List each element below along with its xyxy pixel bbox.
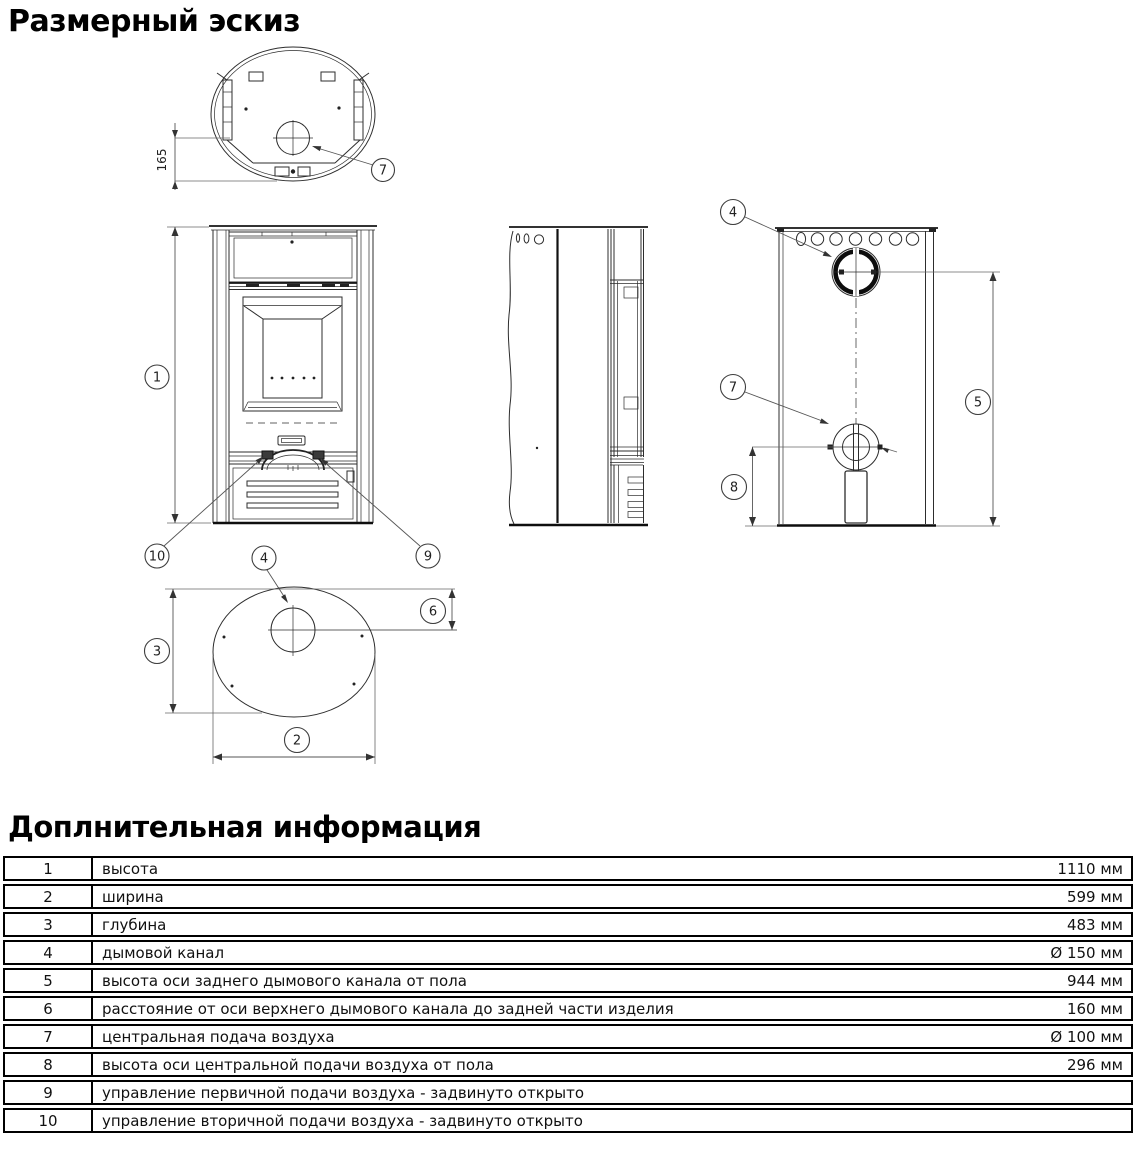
air-duct <box>845 471 867 523</box>
row-number: 4 <box>5 942 93 963</box>
callout-10 <box>145 456 264 568</box>
table-row <box>3 1024 1133 1049</box>
callout-2-label: 2 <box>292 733 302 749</box>
callout-7-rear-label: 7 <box>728 380 738 396</box>
callout-9 <box>320 458 440 568</box>
callout-8-label: 8 <box>729 480 739 496</box>
front-view <box>145 226 440 603</box>
row-number: 10 <box>5 1110 93 1131</box>
row-value: 160 мм <box>1066 999 1123 1018</box>
row-value: 296 мм <box>1066 1055 1123 1074</box>
row-number: 7 <box>5 1026 93 1047</box>
table-row <box>3 912 1133 937</box>
row-value: 599 мм <box>1066 887 1123 906</box>
row-number: 3 <box>5 914 93 935</box>
dimension-rear-flue-height <box>879 272 1000 526</box>
row-value: 944 мм <box>1066 971 1123 990</box>
dimension-165 <box>155 123 277 190</box>
row-label: высота оси заднего дымового канала от пола <box>102 971 467 990</box>
callout-1-label: 1 <box>152 370 162 386</box>
row-label: центральная подача воздуха <box>102 1027 335 1046</box>
row-value: Ø 100 мм <box>1050 1027 1123 1046</box>
table-row <box>3 940 1133 965</box>
callout-3-label: 3 <box>152 644 162 660</box>
side-view <box>508 227 648 525</box>
table-row <box>3 1080 1133 1105</box>
row-label: высота оси центральной подачи воздуха от пола <box>102 1055 494 1074</box>
row-value: 483 мм <box>1066 915 1123 934</box>
callout-10-label: 10 <box>148 549 166 565</box>
row-label: расстояние от оси верхнего дымового канала до задней части изделия <box>102 999 674 1018</box>
row-label: высота <box>102 859 159 878</box>
stove-door <box>243 297 342 411</box>
table-row <box>3 1052 1133 1077</box>
door-handle <box>278 436 305 445</box>
dimension-flue-offset <box>421 589 456 630</box>
row-number: 8 <box>5 1054 93 1075</box>
table-row <box>3 856 1133 881</box>
callout-6-label: 6 <box>428 604 438 620</box>
row-label: дымовой канал <box>102 943 225 962</box>
info-section-title: Доплнительная информация <box>8 810 482 844</box>
dimension-width <box>213 654 375 764</box>
callout-9-label: 9 <box>423 549 433 565</box>
row-number: 1 <box>5 858 93 879</box>
rear-smoke-channel <box>832 248 880 296</box>
row-label: управление первичной подачи воздуха - задвинуто открыто <box>102 1083 585 1102</box>
page-title: Размерный эскиз <box>8 4 301 39</box>
dim-165-label: 165 <box>155 148 169 172</box>
top-view <box>155 47 395 190</box>
base-section <box>229 464 357 523</box>
dimension-height <box>145 227 211 523</box>
callout-7-label: 7 <box>378 163 388 179</box>
callout-4-label: 4 <box>259 551 269 567</box>
callout-4-rear-label: 4 <box>728 205 738 221</box>
bottom-view <box>145 587 458 764</box>
primary-air-slider <box>262 451 273 459</box>
info-table <box>3 856 1133 1136</box>
row-number: 2 <box>5 886 93 907</box>
row-label: ширина <box>102 887 164 906</box>
table-row <box>3 996 1133 1021</box>
row-label: глубина <box>102 915 167 934</box>
row-label: управление вторичной подачи воздуха - задвинуто открыто <box>102 1111 583 1130</box>
row-number: 5 <box>5 970 93 991</box>
table-row <box>3 884 1133 909</box>
table-row <box>3 968 1133 993</box>
callout-4-front <box>252 546 288 603</box>
dimension-air-inlet-height <box>722 447 834 526</box>
callout-5-label: 5 <box>973 395 983 411</box>
row-number: 6 <box>5 998 93 1019</box>
back-view <box>721 200 1001 527</box>
central-air-inlet <box>828 424 898 523</box>
warming-compartment <box>229 232 357 282</box>
table-row <box>3 1108 1133 1133</box>
secondary-air-slider <box>313 451 324 459</box>
row-value: 1110 мм <box>1057 859 1123 878</box>
row-number: 9 <box>5 1082 93 1103</box>
vent-holes <box>796 233 918 246</box>
row-value: Ø 150 мм <box>1050 943 1123 962</box>
callout-7-rear <box>721 375 830 425</box>
